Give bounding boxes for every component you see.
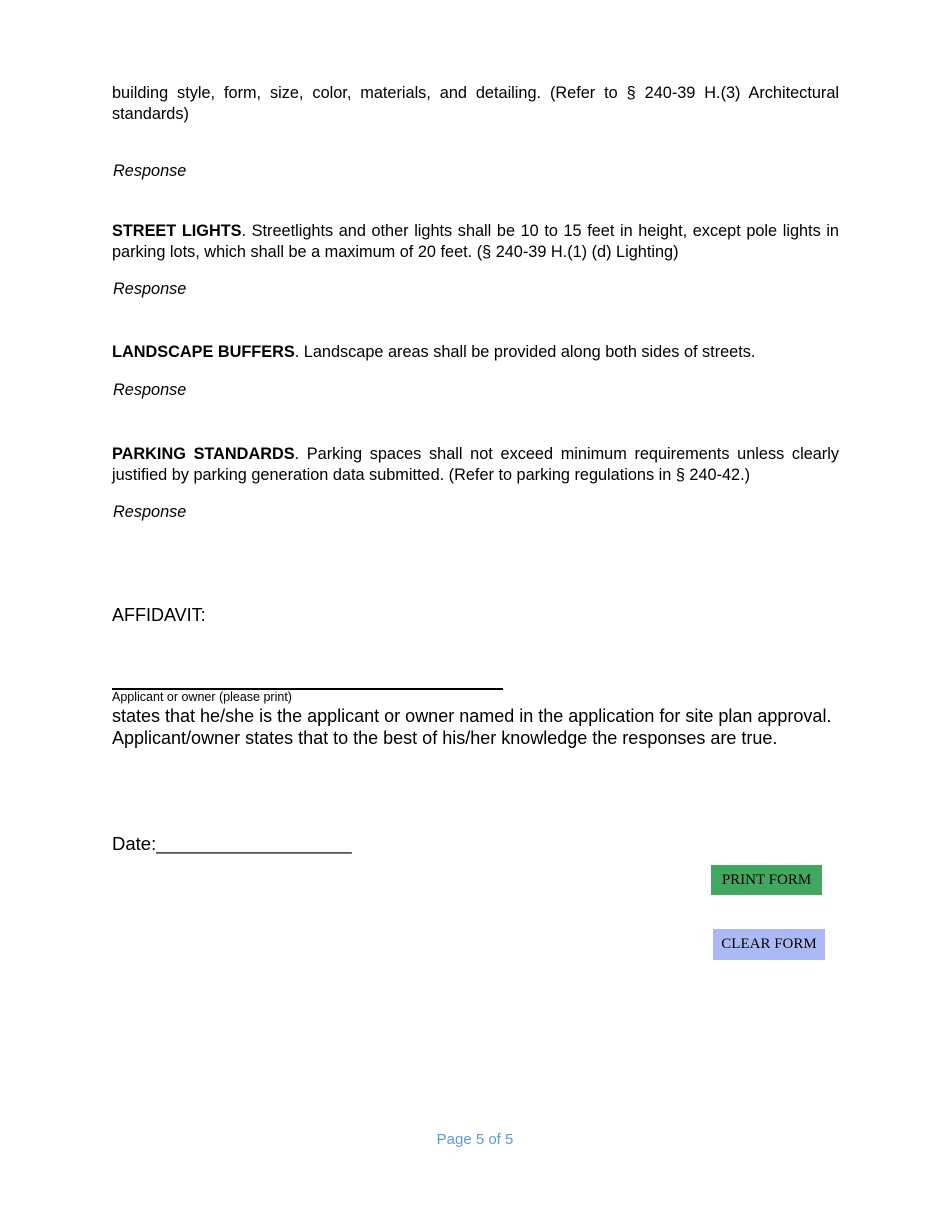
clear-form-button[interactable]: CLEAR FORM (713, 929, 825, 960)
landscape-buffers-body: . Landscape areas shall be provided along both sides of streets. (294, 343, 756, 361)
response-label-1: Response (113, 162, 187, 180)
parking-standards-body: . Parking spaces shall not exceed minimum requirements unless clearly justified by parking generation data submitted. (Refer to parking regulations in § 240-42.) (112, 445, 839, 484)
date-field[interactable]: Date:___________________ (112, 833, 352, 854)
parking-standards-paragraph (112, 444, 839, 485)
parking-standards-heading: PARKING STANDARDS (112, 445, 295, 463)
signature-label: Applicant or owner (please print) (112, 690, 292, 704)
affidavit-heading: AFFIDAVIT: (112, 605, 206, 625)
response-label-4: Response (113, 503, 187, 521)
page-number: Page 5 of 5 (436, 1131, 514, 1148)
landscape-buffers-paragraph (112, 342, 839, 363)
response-label-3: Response (113, 381, 187, 399)
intro-paragraph: building style, form, size, color, materials, and detailing. (Refer to § 240-39 H.(3) Architectural standards) (112, 84, 839, 123)
response-label-2: Response (113, 280, 187, 298)
street-lights-body: . Streetlights and other lights shall be 10 to 15 feet in height, except pole lights in parking lots, which shall be a maximum of 20 feet. (§ 240-39 H.(1) (d) Lighting) (112, 222, 839, 261)
street-lights-paragraph (112, 221, 839, 262)
landscape-buffers-heading: LANDSCAPE BUFFERS (112, 343, 295, 361)
street-lights-heading: STREET LIGHTS (112, 222, 242, 240)
print-form-button[interactable]: PRINT FORM (711, 865, 822, 895)
affidavit-statement: states that he/she is the applicant or owner named in the application for site plan approval. Applicant/owner states that to the best of his/her knowledge the responses are true. (112, 706, 832, 748)
